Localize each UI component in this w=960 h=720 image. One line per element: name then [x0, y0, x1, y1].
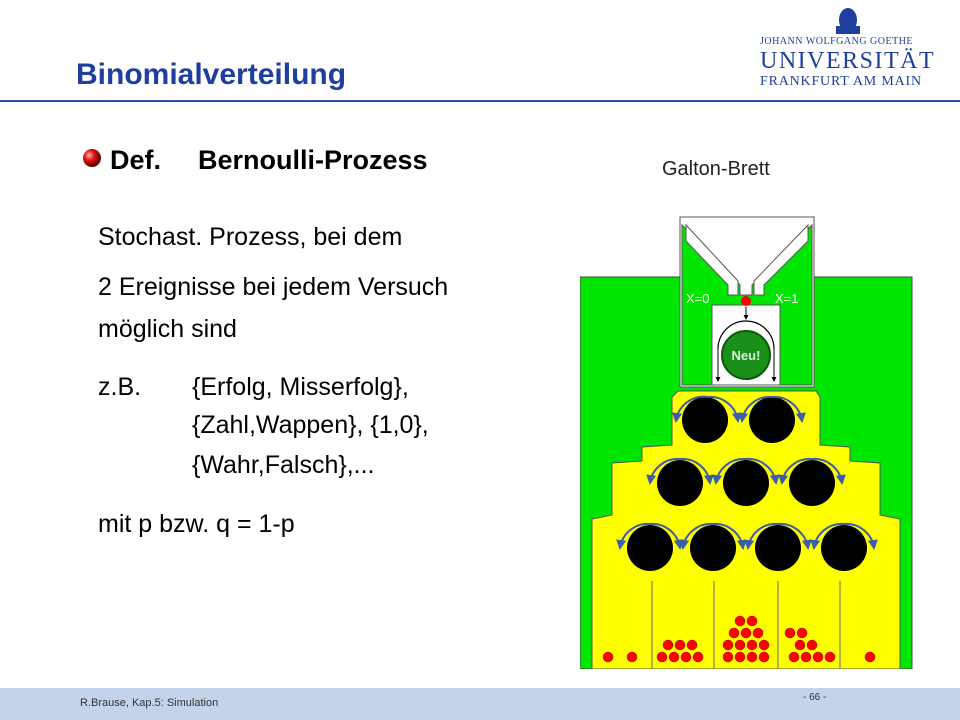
galton-board	[580, 215, 916, 669]
footer-author: R.Brause, Kap.5: Simulation	[80, 697, 219, 709]
goethe-portrait-icon	[830, 6, 866, 34]
header-divider	[0, 100, 960, 102]
body-line1: Stochast. Prozess, bei dem	[98, 223, 403, 251]
example-prefix: z.B.	[98, 373, 142, 401]
logo-line2: UNIVERSITÄT	[760, 48, 936, 74]
figure-label: Galton-Brett	[662, 158, 770, 180]
definition-prefix: Def.	[110, 145, 162, 175]
example-line: {Erfolg, Misserfolg},	[192, 373, 409, 401]
example-line: {Wahr,Falsch},...	[192, 451, 375, 479]
logo-line3: FRANKFURT AM MAIN	[760, 74, 922, 89]
definition-term: Bernoulli-Prozess	[198, 145, 428, 175]
example-line: {Zahl,Wappen}, {1,0},	[192, 411, 429, 439]
x0-label: X=0	[686, 291, 710, 306]
body-line2a: 2 Ereignisse bei jedem Versuch	[98, 273, 449, 301]
body-line4: mit p bzw. q = 1-p	[98, 510, 295, 538]
red-ball-bullet-icon	[82, 148, 102, 168]
page-number: - 66 -	[803, 692, 827, 703]
logo-line1: JOHANN WOLFGANG GOETHE	[760, 36, 914, 47]
new-button[interactable]	[722, 331, 770, 379]
peg-row-2	[657, 460, 835, 506]
new-button-label: Neu!	[731, 348, 761, 363]
x1-label: X=1	[775, 291, 799, 306]
body-line2b: möglich sind	[98, 315, 237, 343]
falling-ball	[741, 296, 751, 306]
university-logo	[760, 12, 936, 89]
slide-title: Binomialverteilung	[76, 58, 347, 91]
definition-heading	[110, 145, 428, 176]
